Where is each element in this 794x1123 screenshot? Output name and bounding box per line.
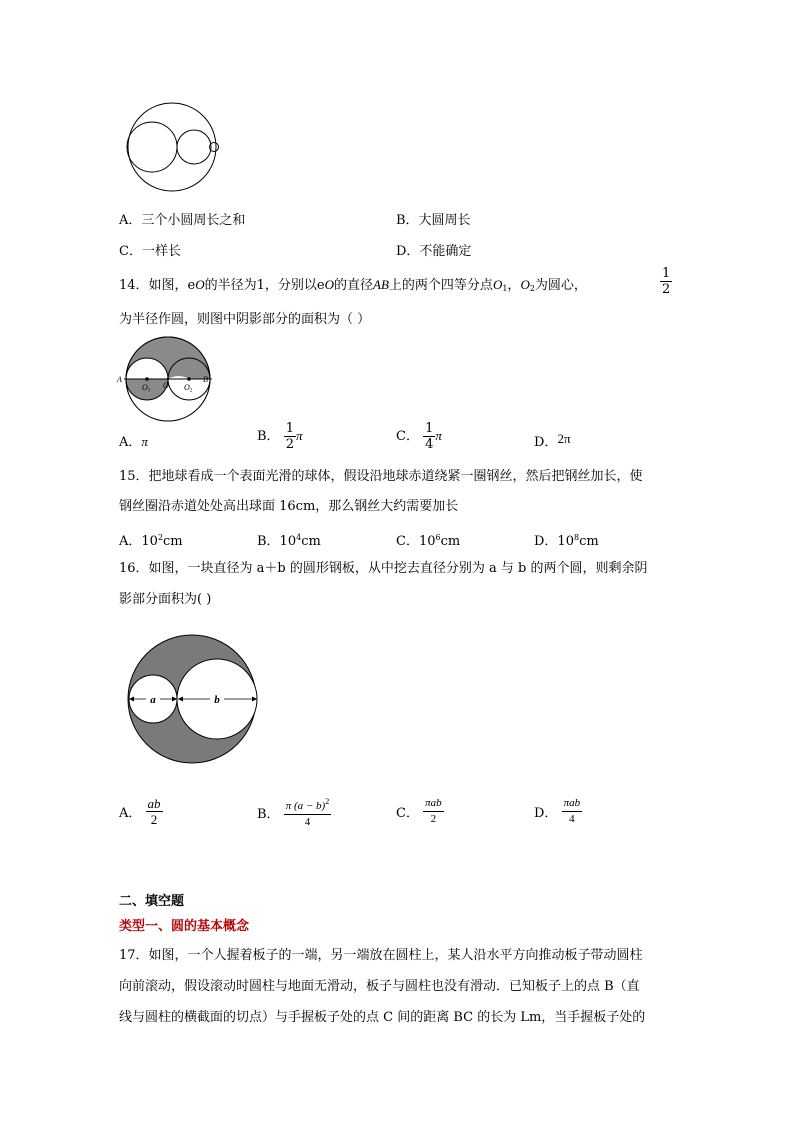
- q17-line1: 17．如图，一个人握着板子的一端，另一端放在圆柱上，某人沿水平方向推动板子带动圆柱: [119, 948, 643, 963]
- label-a: a: [150, 694, 156, 706]
- label-b: b: [214, 694, 220, 706]
- big-circle: [128, 103, 216, 191]
- q15-option-c: C．$10^6cm$: [396, 533, 461, 549]
- q16-option-d: D． $\frac{\text{πab}}{4}$: [534, 797, 581, 825]
- small-circle-2: [177, 130, 211, 164]
- type-title: 类型一、圆的基本概念: [119, 919, 250, 934]
- q14-option-d-label: D．: [534, 431, 557, 450]
- label-b: B: [203, 375, 208, 384]
- q16-line2: 影部分面积为( ): [119, 592, 212, 607]
- label-o: O: [163, 381, 169, 390]
- q15-line2: 钢丝圈沿赤道处处高出球面 16cm，那么钢丝大约需要加长: [119, 499, 459, 514]
- q14-line2: 为半径作圆，则图中阴影部分的面积为（ ）: [119, 312, 371, 327]
- q13-figure: [124, 102, 222, 192]
- q13-option-d: D．不能确定: [396, 244, 472, 259]
- q14-option-b: B． $\frac{1}{2}$ π: [257, 421, 303, 452]
- q17-line2: 向前滚动，假设滚动时圆柱与地面无滑动，板子与圆柱也没有滑动．已知板子上的点 B（直: [119, 979, 640, 994]
- label-a: A: [117, 375, 122, 384]
- q16-option-a: A． $\frac{ab}{2}$: [119, 796, 161, 827]
- label-o1: O1: [142, 383, 151, 394]
- q17-line3: 线与圆柱的横截面的切点）与手握板子处的点 C 间的距离 BC 的长为 Lm，当手握板子处的: [119, 1010, 646, 1025]
- q15-option-b: B．$10^4cm$: [257, 533, 321, 549]
- q16-figure: [126, 633, 258, 765]
- q13-option-a: A．三个小圆周长之和: [119, 213, 246, 228]
- q14-figure: [116, 335, 212, 423]
- q13-option-c: C．一样长: [119, 244, 181, 259]
- small-circle-1: [127, 122, 177, 172]
- q15-line1: 15．把地球看成一个表面光滑的球体，假设沿地球赤道绕紧一圈钢丝，然后把钢丝加长，使: [119, 469, 643, 484]
- q16-option-c: C． $\frac{\text{πab}}{2}$: [396, 797, 442, 825]
- q15-option-d: D．$10^8cm$: [534, 533, 599, 549]
- q15-option-a: A．$10^2cm$: [119, 533, 183, 549]
- q14-radius-fraction: $\frac{1}{2}$: [662, 266, 671, 297]
- section-title: 二、填空题: [119, 894, 185, 909]
- q13-option-b: B．大圆周长: [396, 213, 471, 228]
- q14-option-c: C． $\frac{1}{4}$ π: [396, 421, 442, 452]
- label-o2: O2: [184, 383, 193, 394]
- q14-option-d: 2π: [557, 431, 571, 446]
- q14-option-a: A．π: [119, 434, 148, 450]
- q14-line1: 14．如图，eO的半径为1，分别以eO的直径AB上的两个四等分点$O_1$，$O_2$为圆心，: [119, 277, 587, 293]
- q16-line1: 16．如图，一块直径为 a＋b 的圆形钢板，从中挖去直径分别为 a 与 b 的两个圆，则剩余阴: [119, 561, 648, 576]
- q16-option-b: B． $\frac{\pi (a - b)^2}{4}$: [257, 794, 331, 830]
